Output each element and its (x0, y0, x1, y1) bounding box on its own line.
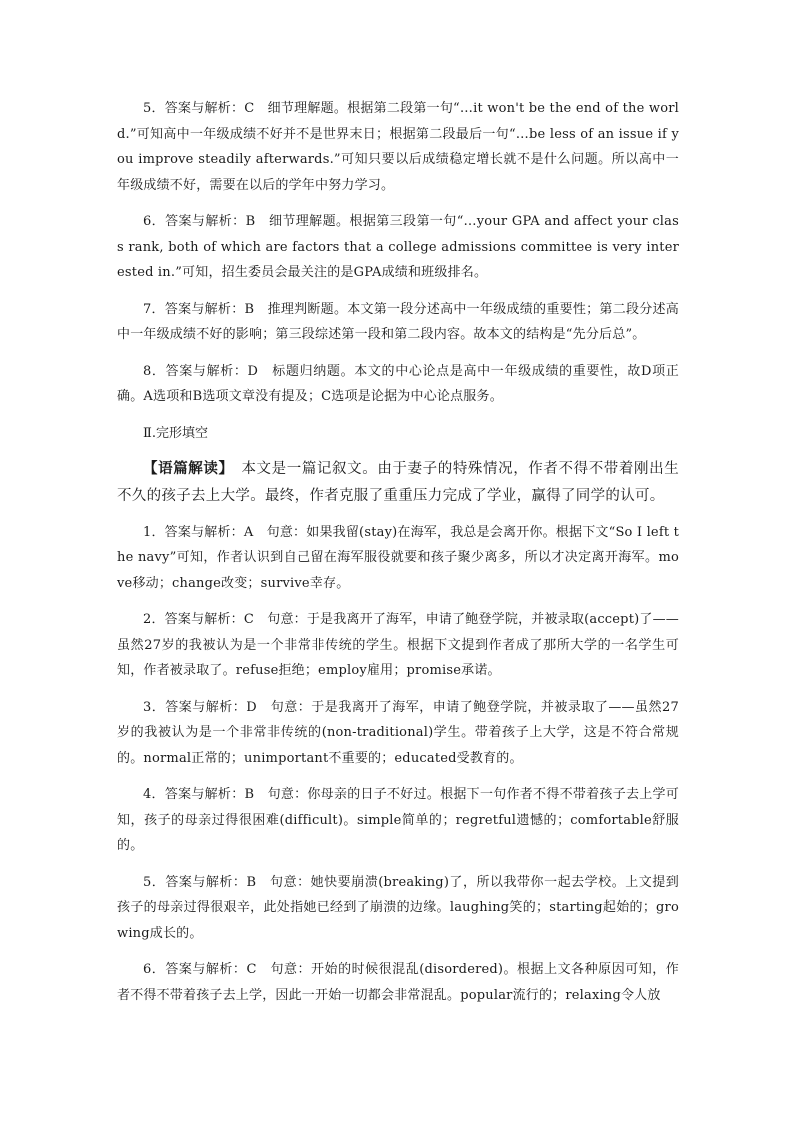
cloze-answer-5: 5．答案与解析：B 句意：她快要崩溃(breaking)了，所以我带你一起去学校。上文提到孩子的母亲过得很艰辛，此处指她已经到了崩溃的边缘。laughing笑的；starting起始的；growing成长的。 (117, 874, 679, 941)
answer-explanation-5: 5．答案与解析：C 细节理解题。根据第二段第一句“…it won't be the end of the world.”可知高中一年级成绩不好并不是世界末日；根据第二段最后一句“…be less of an issue if you improve steadily afterwards.”可知只要以后成绩稳定增长就不是什么问题。所以高中一年级成绩不好，需要在以后的学年中努力学习。 (117, 101, 679, 193)
cloze-answer-6: 6．答案与解析：C 句意：开始的时候很混乱(disordered)。根据上文各种原因可知，作者不得不带着孩子去上学，因此一开始一切都会非常混乱。popular流行的；relaxing令人放 (117, 962, 679, 1003)
section-heading-cloze: Ⅱ.完形填空 (143, 425, 208, 441)
document-page (117, 96, 679, 1019)
cloze-answer-4: 4．答案与解析：B 句意：你母亲的日子不好过。根据下一句作者不得不带着孩子去上学可知，孩子的母亲过得很困难(difficult)。simple简单的；regretful遗憾的；comfortable舒服的。 (117, 787, 679, 853)
cloze-answer-2: 2．答案与解析：C 句意：于是我离开了海军，申请了鲍登学院，并被录取(accept)了——虽然27岁的我被认为是一个非常非传统的学生。根据下文提到作者成了那所大学的一名学生可知，作者被录取了。refuse拒绝；employ雇用；promise承诺。 (117, 612, 679, 678)
answer-explanation-6: 6．答案与解析：B 细节理解题。根据第三段第一句“…your GPA and affect your class rank, both of which are factors that a college admissions committee is very interested in.”可知，招生委员会最关注的是GPA成绩和班级排名。 (117, 214, 679, 280)
passage-analysis (117, 456, 679, 510)
cloze-answer-3: 3．答案与解析：D 句意：于是我离开了海军，申请了鲍登学院，并被录取了——虽然27岁的我被认为是一个非常非传统的(non-traditional)学生。带着孩子上大学，这是不符合常规的。normal正常的；unimportant不重要的；educated受教育的。 (117, 699, 679, 766)
answer-explanation-7: 7．答案与解析：B 推理判断题。本文第一段分述高中一年级成绩的重要性；第二段分述高中一年级成绩不好的影响；第三段综述第一段和第二段内容。故本文的结构是“先分后总”。 (117, 301, 679, 342)
passage-analysis-text: 本文是一篇记叙文。由于妻子的特殊情况，作者不得不带着刚出生不久的孩子去上大学。最终，作者克服了重重压力完成了学业，赢得了同学的认可。 (117, 460, 679, 504)
answer-explanation-8: 8．答案与解析：D 标题归纳题。本文的中心论点是高中一年级成绩的重要性，故D项正确。A选项和B选项文章没有提及；C选项是论据为中心论点服务。 (117, 363, 679, 404)
cloze-answer-1: 1．答案与解析：A 句意：如果我留(stay)在海军，我总是会离开你。根据下文“So I left the navy”可知，作者认识到自己留在海军服役就要和孩子聚少离多，所以才决定离开海军。move移动；change改变；survive幸存。 (117, 524, 680, 591)
passage-analysis-tag: 【语篇解读】 (143, 460, 227, 477)
